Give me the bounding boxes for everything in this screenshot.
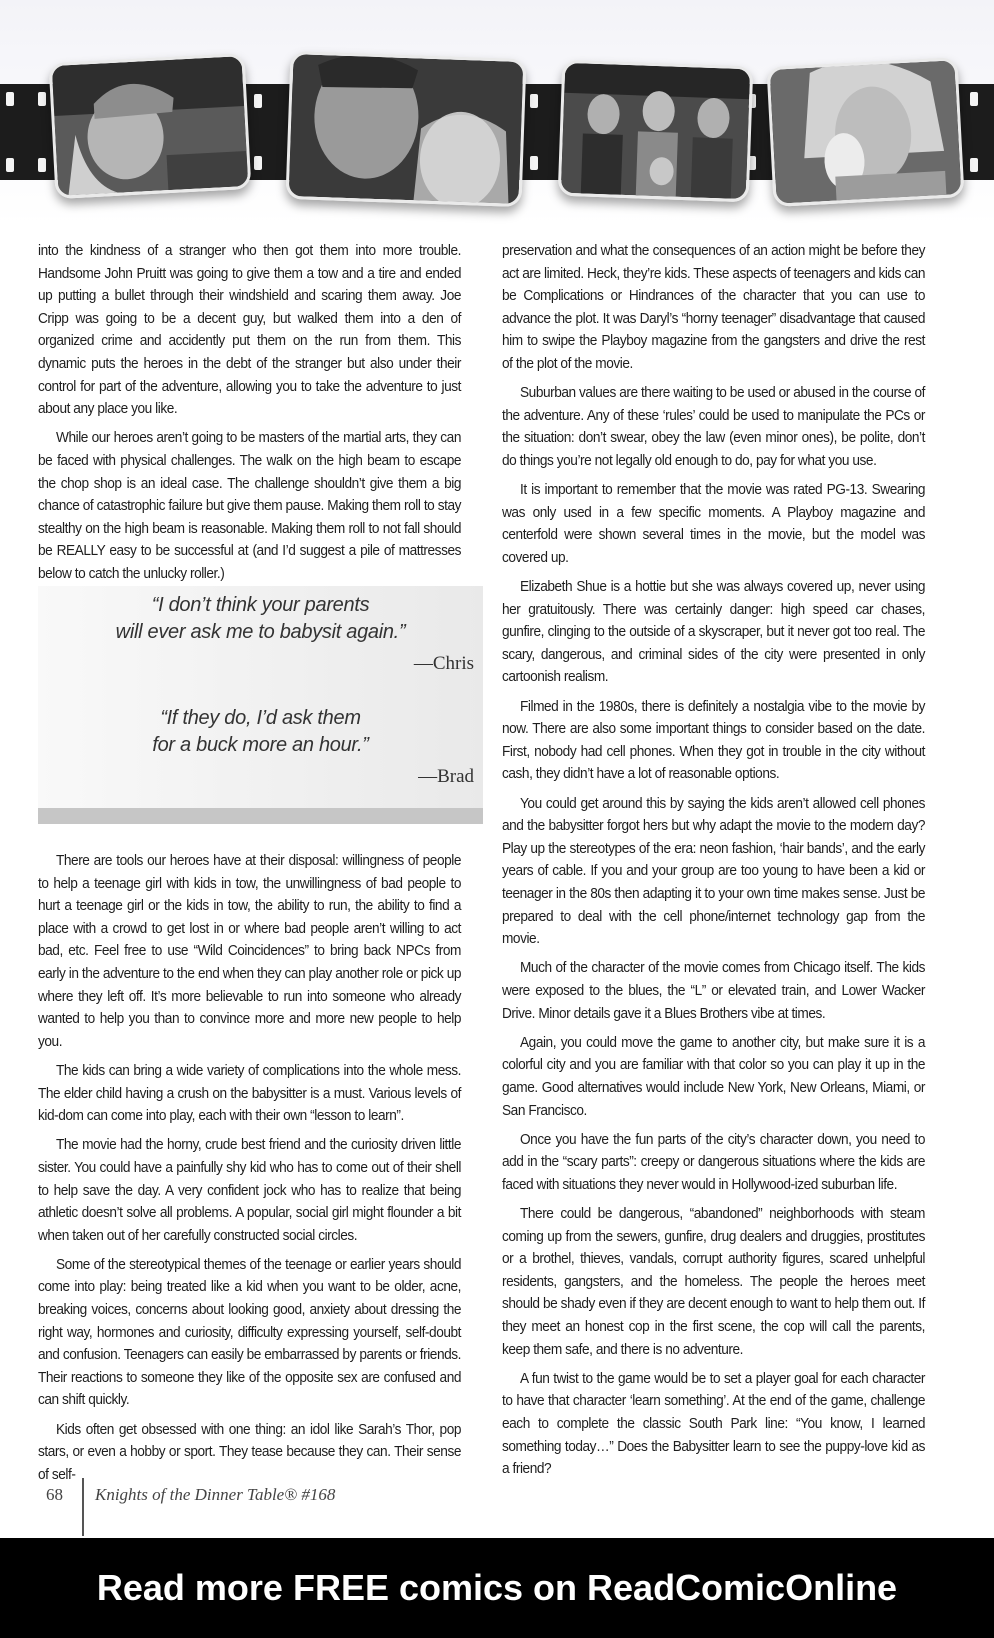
pull-quote-line: “I don’t think your parents <box>151 594 370 616</box>
body-paragraph: Once you have the fun parts of the city’s character down, you need to add in the “scary parts”: creepy or dangerous situations where the kids are faced with situations they never would in Hollywood-ized suburban life. <box>502 1130 925 1193</box>
pull-quote-box <box>38 586 483 808</box>
film-sprocket <box>970 92 978 106</box>
film-sprocket <box>254 94 262 108</box>
film-sprocket <box>38 92 46 106</box>
body-paragraph: Kids often get obsessed with one thing: an idol like Sarah’s Thor, pop stars, or even a hobby or sport. They tease because they can. Their sense of self- <box>38 1420 461 1483</box>
pull-quote-bar <box>38 808 483 824</box>
film-sprocket <box>254 156 262 170</box>
body-paragraph: While our heroes aren’t going to be masters of the martial arts, they can be faced with physical challenges. The walk on the high beam to escape the chop shop is an ideal case. The challenge shouldn’t give them a big chance of catastrophic failure but give them pause. Making them roll to stay stealthy on the high beam is reasonable. Making them roll to not fall should be REALLY easy to be successful at (and I’d suggest a pile of mattresses below to catch the unlucky roller.) <box>38 429 461 582</box>
left-column-upper <box>38 240 461 592</box>
promo-banner-text[interactable]: Read more FREE comics on ReadComicOnline <box>96 1567 898 1608</box>
quote-attribution: —Brad <box>418 766 474 787</box>
film-still-photo <box>766 57 964 207</box>
body-paragraph: Filmed in the 1980s, there is definitely a nostalgia vibe to the movie by now. There are also some important things to consider based on the date. First, nobody had cell phones. When they got in trouble in the city without cash, they didn’t have a lot of reasonable options. <box>502 697 925 783</box>
pull-quote-line: for a buck more an hour.” <box>152 734 369 756</box>
film-sprocket <box>6 158 14 172</box>
film-sprocket <box>530 156 538 170</box>
body-paragraph: There are tools our heroes have at their disposal: willingness of people to help a teenage girl with kids in tow, the unwillingness of bad people to hurt a teenage girl or the kids in tow, the ability to run, the ability to find a place with a crowd to get lost in or where bad people aren’t willing to act bad, etc. Feel free to use “Wild Coincidences” to bring back NPCs from early in the adventure to the end when they can play another role or pick up where they left off. It’s more believable to run into someone who already wanted to help you than to convince more and more new people to help you. <box>38 852 461 1050</box>
body-paragraph: Much of the character of the movie comes from Chicago itself. The kids were exposed to the blues, the “L” or elevated train, and Lower Wacker Drive. Minor details gave it a Blues Brothers vibe at times. <box>502 959 925 1022</box>
film-sprocket <box>530 94 538 108</box>
film-still-photo <box>558 60 754 203</box>
film-still-photo <box>49 53 252 199</box>
body-paragraph: Some of the stereotypical themes of the teenage or earlier years should come into play: being treated like a kid when you want to be older, acne, breaking voices, concerns about looking good, anxiety about dressing the right way, hormones and curiosity, difficulty expressing yourself, self-doubt and confusion. Teenagers can easily be embarrassed by parents or friends. Their reactions to someone they like of the opposite sex are confused and can shift quickly. <box>38 1255 461 1409</box>
film-sprocket <box>970 158 978 172</box>
page-number: 68 <box>46 1485 63 1504</box>
right-column <box>502 240 925 1487</box>
body-paragraph: A fun twist to the game would be to set a player goal for each character to have that character ‘learn something’. At the end of the game, challenge each to complete the classic South Park line: “You know, I learned something today…” Does the Babysitter learn to see the puppy-love kid as a friend? <box>502 1369 925 1478</box>
film-sprocket <box>38 158 46 172</box>
pull-quote-line: will ever ask me to babysit again.” <box>115 621 406 643</box>
body-paragraph: Elizabeth Shue is a hottie but she was always covered up, never using her gratuitously. There was certainly danger: high speed car chases, gunfire, clinging to the outside of a skyscraper, but it never got too real. The scary, dangerous, and criminal sides of the city were presented in only cartoonish realism. <box>502 578 925 686</box>
body-paragraph: You could get around this by saying the kids aren’t allowed cell phones and the babysitter forgot hers but why adapt the movie to the modern day? Play up the stereotypes of the era: neon fashion, ‘hair bands’, and the early years of cable. If you and your group are too young to have been a kid or teenager in the 80s then adapting it to your own time makes sense. Just be prepared to deal with the cell phone/internet technology gap from the movie. <box>502 794 925 948</box>
publication-title: Knights of the Dinner Table® #168 <box>95 1485 336 1504</box>
body-paragraph: There could be dangerous, “abandoned” neighborhoods with steam coming up from the sewers, gunfire, drug dealers and druggies, prostitutes or a brothel, thieves, vandals, corrupt authority figures, scared unhelpful residents, gangsters, and the homeless. The people the heroes meet should be shady even if they are decent enough to want to help them out. If they meet an honest cop in the first scene, the cop will call the parents, keep them safe, and there is no adventure. <box>502 1205 925 1358</box>
left-column-lower <box>38 850 461 1493</box>
footer-divider <box>82 1478 84 1536</box>
film-still-photo <box>285 51 526 207</box>
body-paragraph: into the kindness of a stranger who then got them into more trouble. Handsome John Pruitt was going to give them a tow and a tire and ended up putting a bullet through their windshield and scaring them away. Joe Cripp was going to be a decent guy, but walked them into a den of organized crime and accidently put them on the run from them. This dynamic puts the heroes in the debt of the stranger but also under their control for part of the adventure, allowing you to take the adventure to just about any place you like. <box>38 242 461 418</box>
quote-attribution: —Chris <box>413 653 474 674</box>
body-paragraph: Suburban values are there waiting to be used or abused in the course of the adventure. Any of these ‘rules’ could be used to manipulate the PCs or the situation: don’t swear, obey the law (even minor ones), be polite, don’t do things you’re not legally old enough to do, pay for what you use. <box>502 384 925 469</box>
body-paragraph: preservation and what the consequences of an action might be before they act are limited. Heck, they’re kids. These aspects of teenagers and kids can be Complications or Hindrances of the character that you can use to advance the plot. It was Daryl’s “horny teenager” disadvantage that caused him to swipe the Playboy magazine from the gangsters and drive the rest of the plot of the movie. <box>502 242 925 372</box>
body-paragraph: It is important to remember that the movie was rated PG-13. Swearing was only used in a few specific moments. A Playboy magazine and centerfold were shown several times in the movie, but the model was covered up. <box>502 481 925 566</box>
body-paragraph: The kids can bring a wide variety of complications into the whole mess. The elder child having a crush on the babysitter is a must. Various levels of kid-dom can come into play, each with their own “lesson to learn”. <box>38 1061 461 1125</box>
film-sprocket <box>6 92 14 106</box>
body-paragraph: The movie had the horny, crude best friend and the curiosity driven little sister. You could have a painfully shy kid who has to come out of their shell to help save the day. A very confident jock who has to realize that being athletic doesn’t solve all problems. A popular, social girl might flounder a bit when taken out of her carefully constructed social circles. <box>38 1136 461 1244</box>
pull-quote-line: “If they do, I’d ask them <box>160 707 361 729</box>
body-paragraph: Again, you could move the game to another city, but make sure it is a colorful city and you are familiar with that color so you can play it up in the game. Good alternatives would include New York, New Orleans, Miami, or San Francisco. <box>502 1033 925 1119</box>
